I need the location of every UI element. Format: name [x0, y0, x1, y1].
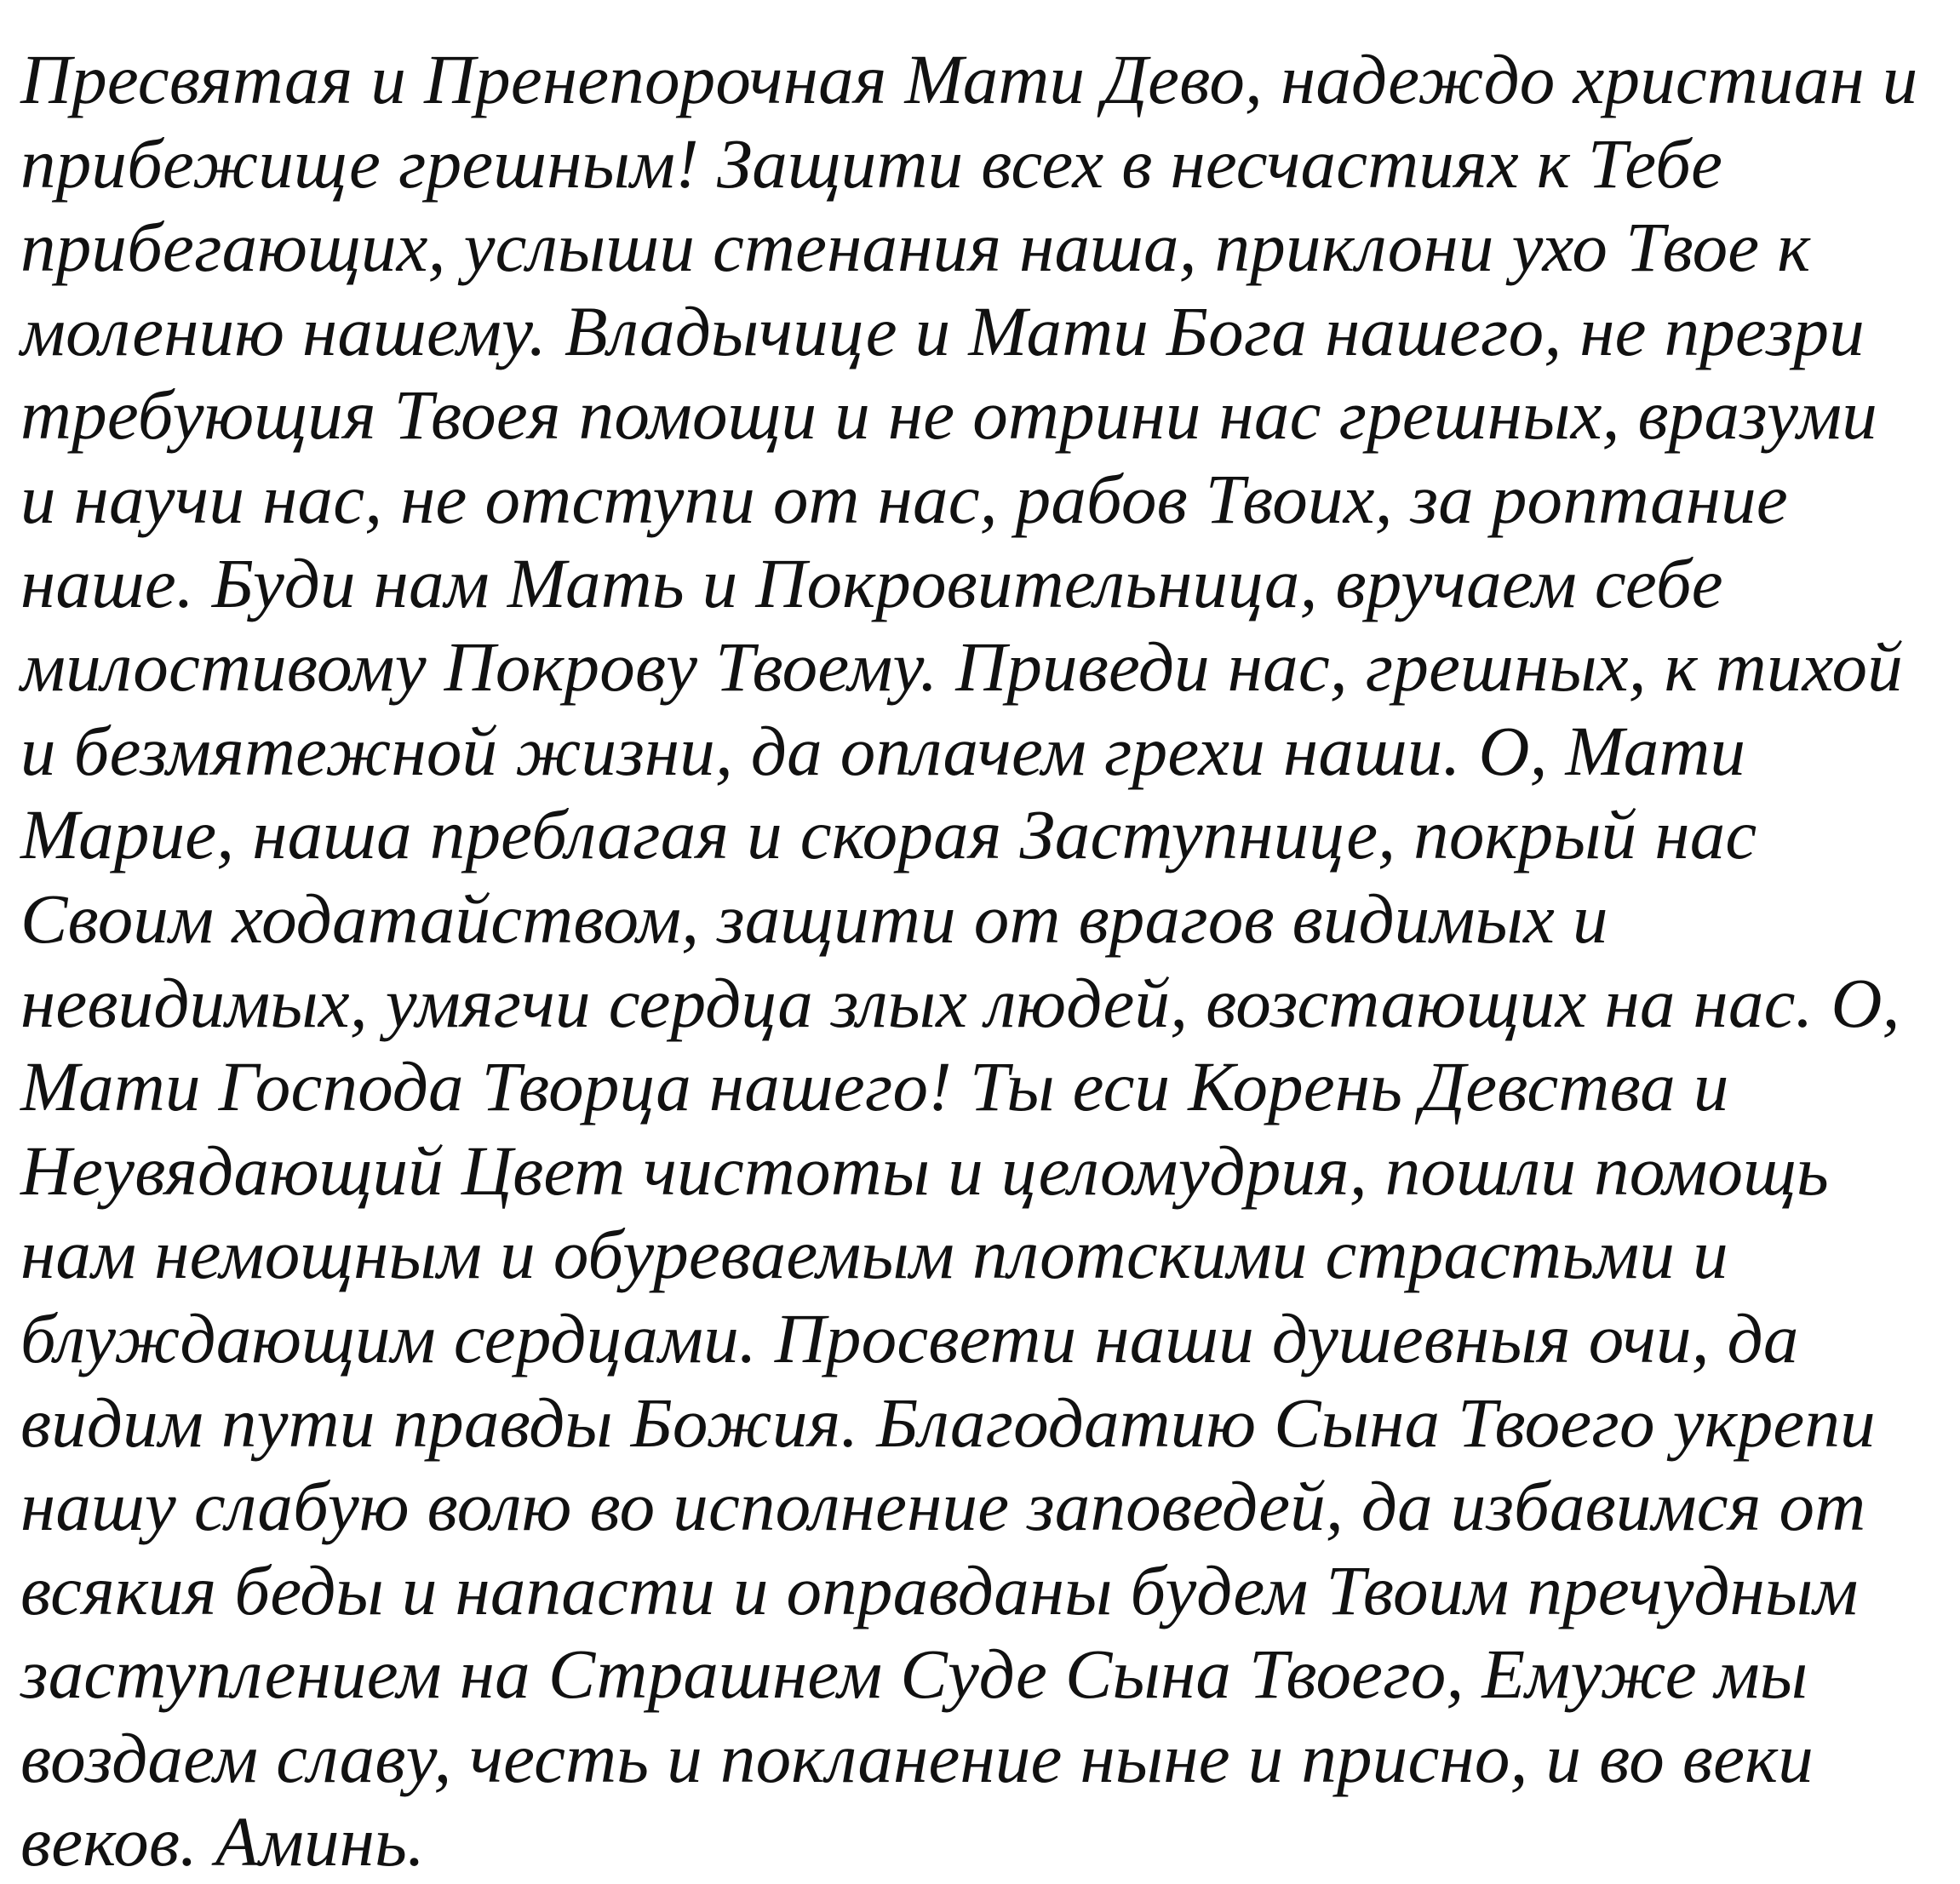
- prayer-line: воздаем славу, честь и покланение ныне и присно, и во веки: [20, 1718, 1814, 1797]
- prayer-line: милостивому Покрову Твоему. Приведи нас, грешных, к тихой: [20, 627, 1903, 707]
- prayer-line: блуждающим сердцами. Просвети наши душевныя очи, да: [20, 1298, 1799, 1377]
- prayer-line: Своим ходатайством, защити от врагов видимых и: [20, 879, 1608, 958]
- prayer-line: невидимых, умягчи сердца злых людей, возстающих на нас. О,: [20, 963, 1900, 1042]
- prayer-line: и безмятежной жизни, да оплачем грехи наши. О, Мати: [20, 711, 1746, 790]
- prayer-line: наше. Буди нам Мать и Покровительница, вручаем себе: [20, 543, 1723, 622]
- prayer-line: молению нашему. Владычице и Мати Бога нашего, не презри: [20, 291, 1865, 370]
- prayer-text: [20, 37, 1953, 1884]
- prayer-line: прибегающих, услыши стенания наша, приклони ухо Твое к: [20, 208, 1811, 287]
- prayer-line: Неувядающий Цвет чистоты и целомудрия, пошли помощь: [20, 1131, 1830, 1210]
- prayer-line: прибежище грешным! Защити всех в несчастиях к Тебе: [20, 123, 1723, 203]
- prayer-line: Мати Господа Творца нашего! Ты еси Корень Девства и: [20, 1047, 1729, 1126]
- prayer-line: Пресвятая и Пренепорочная Мати Дево, надеждо христиан и: [20, 40, 1918, 118]
- prayer-line: нашу слабую волю во исполнение заповедей, да избавимся от: [20, 1467, 1866, 1546]
- prayer-line: нам немощным и обуреваемым плотскими страстьми и: [20, 1215, 1728, 1294]
- prayer-line: требующия Твоея помощи и не отрини нас грешных, вразуми: [20, 375, 1877, 455]
- prayer-line: Марие, наша преблагая и скорая Заступнице, покрый нас: [20, 795, 1757, 874]
- prayer-line: заступлением на Страшнем Суде Сына Твоего, Емуже мы: [20, 1635, 1808, 1714]
- prayer-line: всякия беды и напасти и оправданы будем Твоим пречудным: [20, 1550, 1859, 1629]
- prayer-line: веков. Аминь.: [20, 1802, 426, 1881]
- prayer-line: и научи нас, не отступи от нас, рабов Твоих, за роптание: [20, 459, 1788, 538]
- prayer-line: видим пути правды Божия. Благодатию Сына Твоего укрепи: [20, 1383, 1876, 1462]
